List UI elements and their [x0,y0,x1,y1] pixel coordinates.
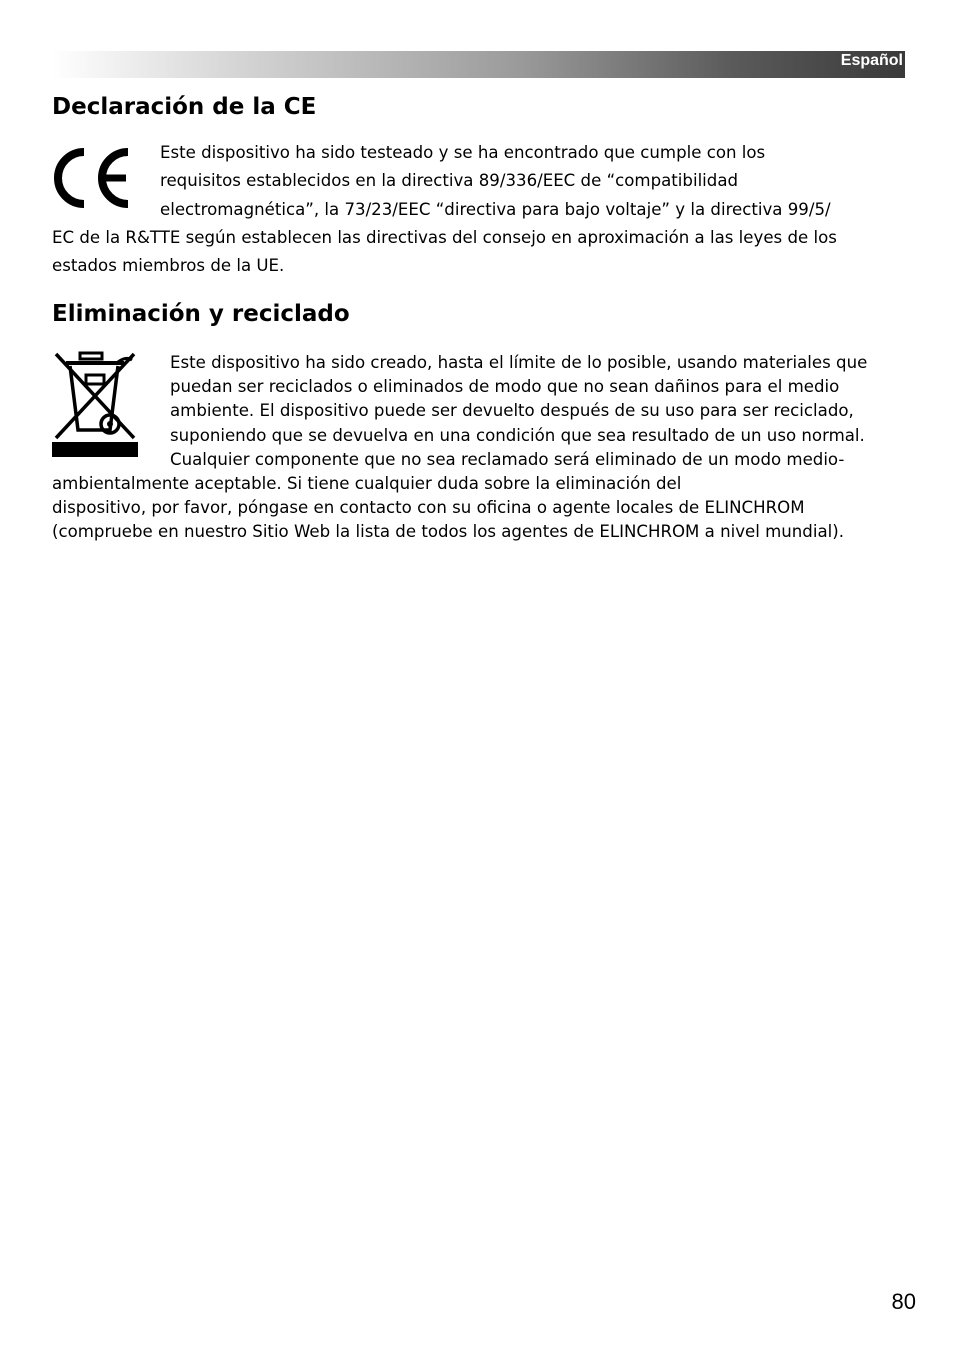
text-line: Este dispositivo ha sido testeado y se ha encontrado que cumple con los [160,143,766,162]
language-header-bar [52,51,905,78]
language-label: Español [840,52,903,69]
text-line: estados miembros de la UE. [52,256,285,276]
recycling-text [52,351,867,545]
page-number: 80 [891,1289,916,1314]
text-line: Este dispositivo ha sido creado, hasta el límite de lo posible, usando materiales que [170,353,868,372]
text-line: requisitos establecidos en la directiva 89/336/EEC de “compatibilidad [160,171,739,191]
ce-declaration-title: Declaración de la CE [52,94,317,120]
text-line: ambiente. El dispositivo puede ser devuelto después de su uso para ser reciclado, [170,401,854,421]
text-line: suponiendo que se devuelva en una condición que sea resultado de un uso normal. [170,425,865,445]
text-line: (compruebe en nuestro Sitio Web la lista de todos los agentes de ELINCHROM a nivel mundial). [52,522,844,542]
text-line: ambientalmente aceptable. Si tiene cualquier duda sobre la eliminación del [52,474,682,494]
recycling-title: Eliminación y reciclado [52,301,350,327]
text-line: Cualquier componente que no sea reclamado será eliminado de un modo medio- [170,449,845,469]
text-line: electromagnética”, la 73/23/EEC “directiva para bajo voltaje” y la directiva 99/5/ [160,199,831,219]
ce-declaration-text [52,139,837,280]
text-line: dispositivo, por favor, póngase en contacto con su oficina o agente locales de ELINCHROM [52,498,805,518]
text-line: puedan ser reciclados o eliminados de modo que no sean dañinos para el medio [170,377,840,397]
text-line: EC de la R&TTE según establecen las directivas del consejo en aproximación a las leyes de los [52,227,837,247]
